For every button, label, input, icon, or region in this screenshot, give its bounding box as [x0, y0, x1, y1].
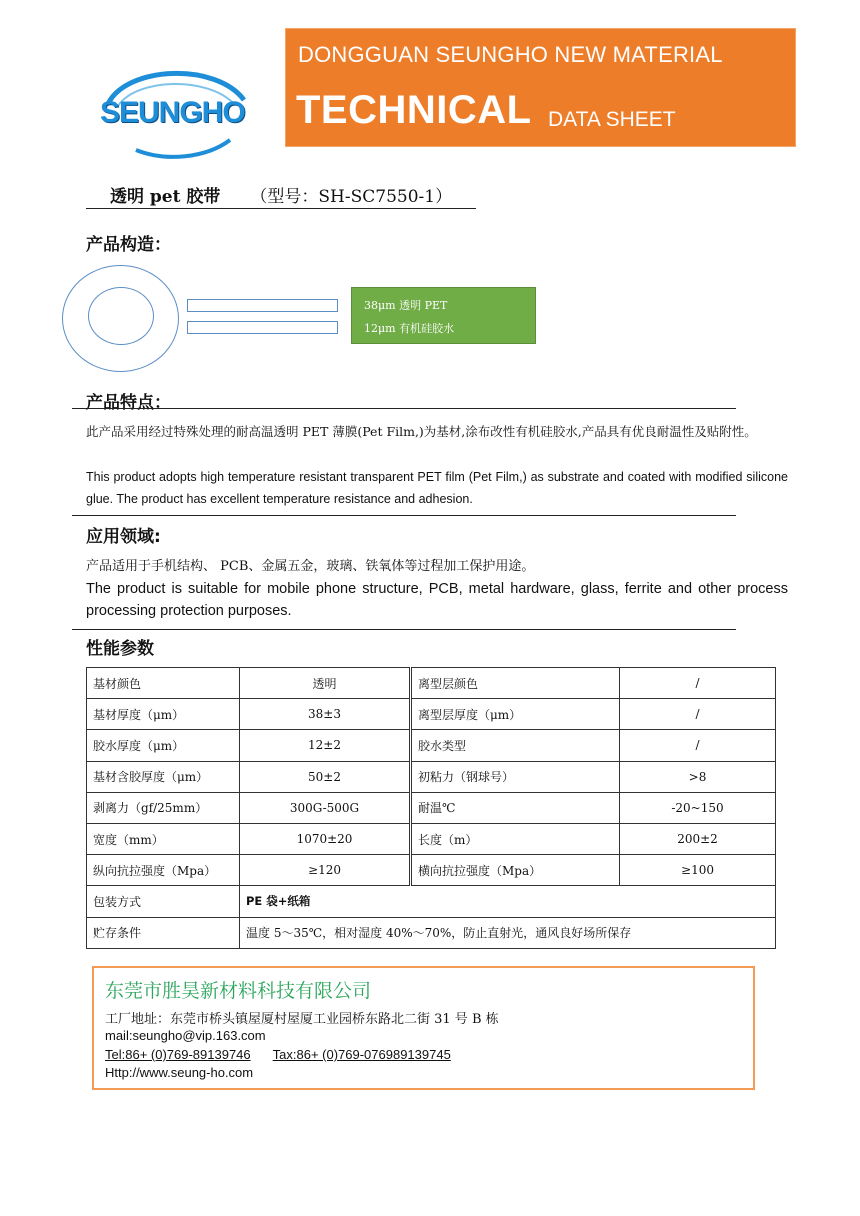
banner-data-sheet: DATA SHEET	[548, 108, 676, 131]
company-phone	[105, 1047, 451, 1062]
table-row	[87, 668, 776, 699]
table-row	[87, 761, 776, 792]
performance-heading: 性能参数	[86, 639, 154, 659]
legend-layer2: 12μm 有机硅胶水	[364, 322, 455, 335]
company-fax: Tax:86+ (0)769-076989139745	[272, 1047, 451, 1062]
application-heading: 应用领域:	[86, 527, 161, 547]
application-cn-text: 产品适用于手机结构、 PCB、金属五金，玻璃、铁氧体等过程加工保护用途。	[86, 559, 535, 574]
application-divider-top	[72, 515, 736, 516]
table-cell-value: 200±2	[620, 823, 776, 854]
table-cell-value: 38±3	[240, 699, 411, 730]
table-cell-label: 初粘力（钢球号）	[411, 761, 620, 792]
features-divider	[72, 408, 736, 409]
company-website-link[interactable]: Http://www.seung-ho.com	[105, 1065, 254, 1080]
packing-label: 包装方式	[87, 886, 240, 917]
table-cell-value: 50±2	[240, 761, 411, 792]
company-name: 东莞市胜昊新材料科技有限公司	[105, 980, 372, 1002]
product-model: （型号：SH-SC7550-1）	[250, 187, 453, 207]
application-en-text: The product is suitable for mobile phone structure, PCB, metal hardware, glass, ferrite and other process processing protection purposes.	[86, 581, 788, 619]
header-banner	[285, 28, 796, 147]
table-cell-value: >8	[620, 761, 776, 792]
table-cell-label: 基材含胶厚度（μm）	[87, 761, 240, 792]
table-row	[87, 917, 776, 948]
features-heading: 产品特点：	[86, 393, 171, 413]
table-cell-value: /	[620, 668, 776, 699]
table-cell-label: 离型层厚度（μm）	[411, 699, 620, 730]
table-cell-label: 离型层颜色	[411, 668, 620, 699]
table-row	[87, 855, 776, 886]
features-en-text: This product adopts high temperature resistant transparent PET film (Pet Film,) as substrate and coated with modified silicone glue. The product has excellent temperature resistance and adhesion.	[86, 470, 788, 506]
table-cell-label: 耐温℃	[411, 792, 620, 823]
layer-glue-bar	[187, 321, 338, 334]
table-cell-label: 宽度（mm）	[87, 823, 240, 854]
company-mail-link[interactable]: mail:seungho@vip.163.com	[105, 1028, 266, 1043]
structure-heading: 产品构造：	[86, 235, 171, 255]
table-cell-label: 基材厚度（μm）	[87, 699, 240, 730]
table-cell-value: 12±2	[240, 730, 411, 761]
table-cell-label: 基材颜色	[87, 668, 240, 699]
packing-value: PE 袋+纸箱	[240, 886, 776, 917]
table-cell-label: 横向抗拉强度（Mpa）	[411, 855, 620, 886]
banner-company: DONGGUAN SEUNGHO NEW MATERIAL	[298, 42, 723, 67]
table-cell-label: 长度（m）	[411, 823, 620, 854]
logo-text: SEUNGHO	[100, 96, 245, 129]
legend-layer1: 38μm 透明 PET	[364, 299, 448, 312]
table-row	[87, 699, 776, 730]
table-cell-value: 透明	[240, 668, 411, 699]
company-address: 工厂地址：东莞市桥头镇屋厦村屋厦工业园桥东路北二街 31 号 B 栋	[105, 1012, 499, 1027]
table-cell-value: ≥120	[240, 855, 411, 886]
storage-label: 贮存条件	[87, 917, 240, 948]
storage-value: 温度 5～35℃，相对湿度 40%～70%，防止直射光，通风良好场所保存	[240, 917, 776, 948]
table-cell-label: 剥离力（gf/25mm）	[87, 792, 240, 823]
product-name: 透明 pet 胶带	[110, 187, 221, 207]
layer-pet-bar	[187, 299, 338, 312]
banner-technical: TECHNICAL	[296, 88, 532, 132]
features-cn-text: 此产品采用经过特殊处理的耐高温透明 PET 薄膜(Pet Film,)为基材,涂布改性有机硅胶水,产品具有优良耐温性及贴附性。	[86, 424, 757, 439]
product-title	[86, 182, 476, 209]
table-cell-value: -20~150	[620, 792, 776, 823]
table-cell-value: ≥100	[620, 855, 776, 886]
table-row	[87, 730, 776, 761]
table-row	[87, 823, 776, 854]
layer-legend	[351, 287, 536, 344]
table-cell-label: 胶水类型	[411, 730, 620, 761]
company-tel: Tel:86+ (0)769-89139746	[105, 1047, 251, 1062]
table-cell-label: 纵向抗拉强度（Mpa）	[87, 855, 240, 886]
performance-table	[86, 667, 776, 949]
performance-divider	[72, 629, 736, 630]
table-cell-value: 1070±20	[240, 823, 411, 854]
table-cell-value: 300G-500G	[240, 792, 411, 823]
tape-roll-inner-icon	[88, 287, 154, 345]
table-cell-value: /	[620, 730, 776, 761]
table-cell-value: /	[620, 699, 776, 730]
table-row	[87, 792, 776, 823]
table-cell-label: 胶水厚度（μm）	[87, 730, 240, 761]
company-logo	[96, 66, 250, 162]
table-row	[87, 886, 776, 917]
company-contact-box	[92, 966, 755, 1090]
